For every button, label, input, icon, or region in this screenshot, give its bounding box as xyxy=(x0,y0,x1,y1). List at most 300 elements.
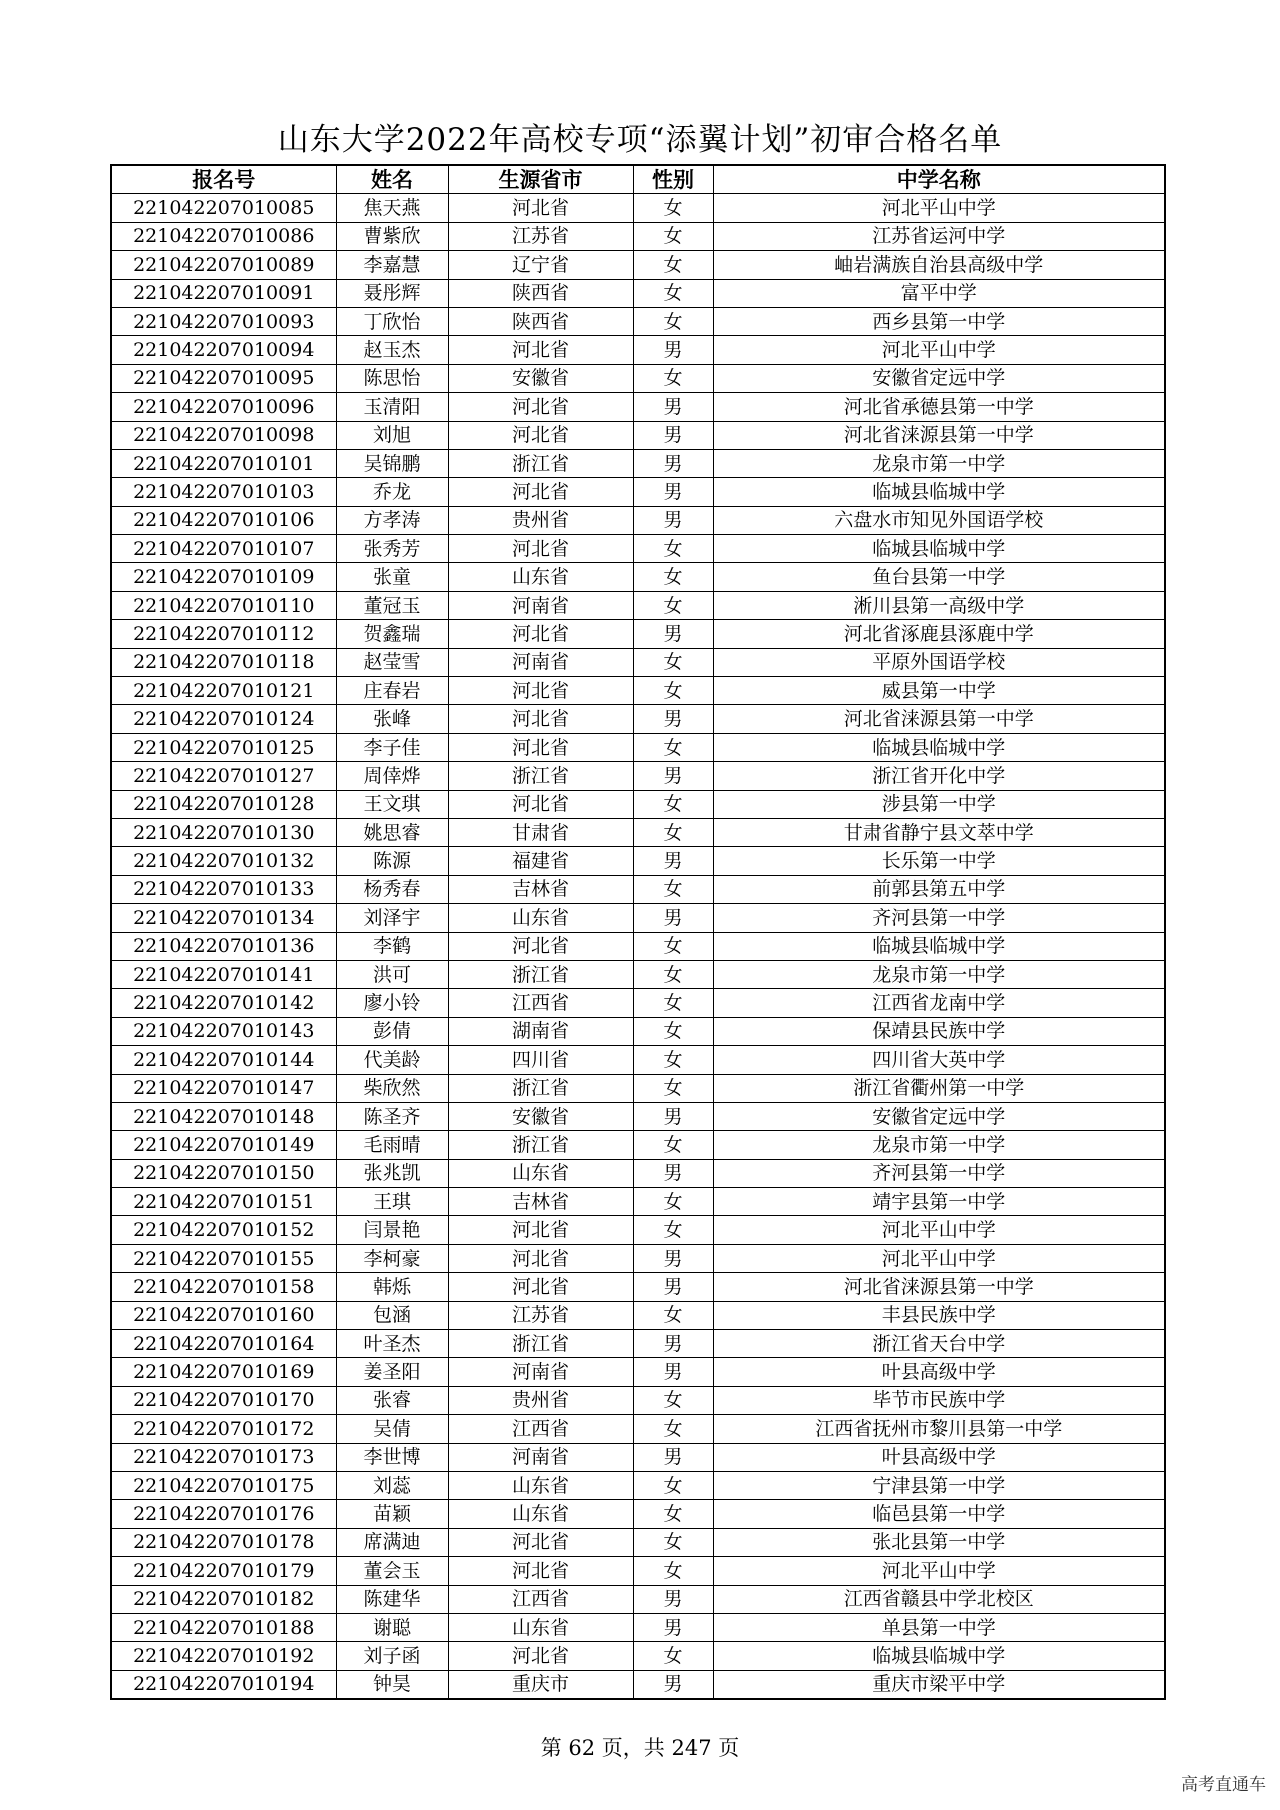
registration-no-cell: 221042207010121 xyxy=(111,677,336,705)
school-cell: 河北平山中学 xyxy=(713,1244,1165,1272)
province-cell: 河北省 xyxy=(448,1557,633,1585)
table-row xyxy=(111,1358,1165,1386)
school-cell: 临城县临城中学 xyxy=(713,478,1165,506)
province-cell: 贵州省 xyxy=(448,1386,633,1414)
name-cell: 李嘉慧 xyxy=(336,251,448,279)
gender-cell: 女 xyxy=(633,1557,713,1585)
province-cell: 浙江省 xyxy=(448,1074,633,1102)
registration-no-cell: 221042207010089 xyxy=(111,251,336,279)
province-cell: 河北省 xyxy=(448,421,633,449)
school-cell: 富平中学 xyxy=(713,279,1165,307)
province-cell: 江苏省 xyxy=(448,1301,633,1329)
name-cell: 杨秀春 xyxy=(336,875,448,903)
province-cell: 辽宁省 xyxy=(448,251,633,279)
name-cell: 柴欣然 xyxy=(336,1074,448,1102)
province-cell: 河北省 xyxy=(448,677,633,705)
gender-cell: 男 xyxy=(633,1330,713,1358)
school-cell: 重庆市梁平中学 xyxy=(713,1670,1165,1699)
registration-no-cell: 221042207010194 xyxy=(111,1670,336,1699)
school-cell: 靖宇县第一中学 xyxy=(713,1188,1165,1216)
name-cell: 李世博 xyxy=(336,1443,448,1471)
province-cell: 四川省 xyxy=(448,1046,633,1074)
registration-no-cell: 221042207010175 xyxy=(111,1471,336,1499)
gender-cell: 女 xyxy=(633,1386,713,1414)
column-header-gender: 性别 xyxy=(633,165,713,194)
gender-cell: 女 xyxy=(633,932,713,960)
table-row xyxy=(111,563,1165,591)
table-row xyxy=(111,1131,1165,1159)
table-row xyxy=(111,1330,1165,1358)
registration-no-cell: 221042207010143 xyxy=(111,1017,336,1045)
gender-cell: 女 xyxy=(633,1188,713,1216)
table-row xyxy=(111,1017,1165,1045)
table-row xyxy=(111,1102,1165,1130)
table-row xyxy=(111,1244,1165,1272)
table-row xyxy=(111,449,1165,477)
province-cell: 山东省 xyxy=(448,904,633,932)
province-cell: 江西省 xyxy=(448,1415,633,1443)
table-row xyxy=(111,307,1165,335)
registration-no-cell: 221042207010133 xyxy=(111,875,336,903)
gender-cell: 男 xyxy=(633,478,713,506)
table-row xyxy=(111,1074,1165,1102)
name-cell: 包涵 xyxy=(336,1301,448,1329)
province-cell: 河北省 xyxy=(448,1528,633,1556)
table-row xyxy=(111,1500,1165,1528)
school-cell: 临城县临城中学 xyxy=(713,535,1165,563)
gender-cell: 女 xyxy=(633,989,713,1017)
gender-cell: 男 xyxy=(633,1443,713,1471)
gender-cell: 男 xyxy=(633,506,713,534)
registration-no-cell: 221042207010170 xyxy=(111,1386,336,1414)
province-cell: 吉林省 xyxy=(448,1188,633,1216)
province-cell: 河北省 xyxy=(448,932,633,960)
document-title: 山东大学2022年高校专项“添翼计划”初审合格名单 xyxy=(277,122,1003,158)
gender-cell: 女 xyxy=(633,1415,713,1443)
name-cell: 苗颖 xyxy=(336,1500,448,1528)
name-cell: 方孝涛 xyxy=(336,506,448,534)
name-cell: 李鹤 xyxy=(336,932,448,960)
registration-no-cell: 221042207010109 xyxy=(111,563,336,591)
school-cell: 河北省涞源县第一中学 xyxy=(713,1273,1165,1301)
gender-cell: 男 xyxy=(633,336,713,364)
gender-cell: 女 xyxy=(633,1216,713,1244)
registration-no-cell: 221042207010148 xyxy=(111,1102,336,1130)
page-number: 第 62 页，共 247 页 xyxy=(540,1736,740,1760)
province-cell: 河北省 xyxy=(448,393,633,421)
name-cell: 吴倩 xyxy=(336,1415,448,1443)
gender-cell: 女 xyxy=(633,563,713,591)
name-cell: 廖小铃 xyxy=(336,989,448,1017)
name-cell: 钟昊 xyxy=(336,1670,448,1699)
gender-cell: 男 xyxy=(633,620,713,648)
province-cell: 江苏省 xyxy=(448,222,633,250)
table-row xyxy=(111,1301,1165,1329)
school-cell: 长乐第一中学 xyxy=(713,847,1165,875)
gender-cell: 男 xyxy=(633,1670,713,1699)
column-header-province: 生源省市 xyxy=(448,165,633,194)
name-cell: 张秀芳 xyxy=(336,535,448,563)
name-cell: 刘泽宇 xyxy=(336,904,448,932)
province-cell: 河北省 xyxy=(448,336,633,364)
gender-cell: 男 xyxy=(633,1159,713,1187)
registration-no-cell: 221042207010098 xyxy=(111,421,336,449)
school-cell: 齐河县第一中学 xyxy=(713,1159,1165,1187)
province-cell: 重庆市 xyxy=(448,1670,633,1699)
school-cell: 浙江省衢州第一中学 xyxy=(713,1074,1165,1102)
school-cell: 甘肃省静宁县文萃中学 xyxy=(713,818,1165,846)
gender-cell: 男 xyxy=(633,904,713,932)
table-row xyxy=(111,364,1165,392)
province-cell: 河北省 xyxy=(448,620,633,648)
table-row xyxy=(111,989,1165,1017)
registration-no-cell: 221042207010094 xyxy=(111,336,336,364)
table-row xyxy=(111,818,1165,846)
province-cell: 河北省 xyxy=(448,1216,633,1244)
registration-no-cell: 221042207010101 xyxy=(111,449,336,477)
school-cell: 安徽省定远中学 xyxy=(713,1102,1165,1130)
table-row xyxy=(111,478,1165,506)
school-cell: 鱼台县第一中学 xyxy=(713,563,1165,591)
table-row xyxy=(111,960,1165,988)
table-row xyxy=(111,705,1165,733)
school-cell: 浙江省天台中学 xyxy=(713,1330,1165,1358)
province-cell: 浙江省 xyxy=(448,449,633,477)
school-cell: 龙泉市第一中学 xyxy=(713,1131,1165,1159)
school-cell: 叶县高级中学 xyxy=(713,1358,1165,1386)
school-cell: 平原外国语学校 xyxy=(713,648,1165,676)
school-cell: 淅川县第一高级中学 xyxy=(713,591,1165,619)
registration-no-cell: 221042207010160 xyxy=(111,1301,336,1329)
school-cell: 河北省涞源县第一中学 xyxy=(713,705,1165,733)
registration-no-cell: 221042207010144 xyxy=(111,1046,336,1074)
school-cell: 威县第一中学 xyxy=(713,677,1165,705)
province-cell: 河南省 xyxy=(448,1358,633,1386)
province-cell: 山东省 xyxy=(448,1471,633,1499)
table-row xyxy=(111,194,1165,222)
registration-no-cell: 221042207010136 xyxy=(111,932,336,960)
column-header-school: 中学名称 xyxy=(713,165,1165,194)
province-cell: 河南省 xyxy=(448,1443,633,1471)
table-row xyxy=(111,506,1165,534)
name-cell: 刘蕊 xyxy=(336,1471,448,1499)
table-row xyxy=(111,591,1165,619)
gender-cell: 女 xyxy=(633,364,713,392)
table-row xyxy=(111,1273,1165,1301)
name-cell: 谢聪 xyxy=(336,1613,448,1641)
registration-no-cell: 221042207010149 xyxy=(111,1131,336,1159)
registration-no-cell: 221042207010169 xyxy=(111,1358,336,1386)
registration-no-cell: 221042207010132 xyxy=(111,847,336,875)
school-cell: 河北平山中学 xyxy=(713,1216,1165,1244)
table-body xyxy=(111,194,1165,1699)
registration-no-cell: 221042207010091 xyxy=(111,279,336,307)
table-row xyxy=(111,1642,1165,1670)
table-row xyxy=(111,279,1165,307)
gender-cell: 女 xyxy=(633,733,713,761)
school-cell: 龙泉市第一中学 xyxy=(713,960,1165,988)
school-cell: 叶县高级中学 xyxy=(713,1443,1165,1471)
registration-no-cell: 221042207010095 xyxy=(111,364,336,392)
school-cell: 丰县民族中学 xyxy=(713,1301,1165,1329)
province-cell: 山东省 xyxy=(448,1613,633,1641)
province-cell: 河北省 xyxy=(448,1244,633,1272)
province-cell: 浙江省 xyxy=(448,1330,633,1358)
gender-cell: 男 xyxy=(633,1102,713,1130)
registration-no-cell: 221042207010158 xyxy=(111,1273,336,1301)
name-cell: 韩烁 xyxy=(336,1273,448,1301)
name-cell: 陈建华 xyxy=(336,1585,448,1613)
gender-cell: 女 xyxy=(633,960,713,988)
name-cell: 王琪 xyxy=(336,1188,448,1216)
table-row xyxy=(111,393,1165,421)
school-cell: 毕节市民族中学 xyxy=(713,1386,1165,1414)
registration-no-cell: 221042207010124 xyxy=(111,705,336,733)
province-cell: 贵州省 xyxy=(448,506,633,534)
name-cell: 洪可 xyxy=(336,960,448,988)
gender-cell: 女 xyxy=(633,307,713,335)
applicant-table xyxy=(110,164,1166,1700)
gender-cell: 男 xyxy=(633,421,713,449)
name-cell: 焦天燕 xyxy=(336,194,448,222)
province-cell: 河南省 xyxy=(448,648,633,676)
gender-cell: 女 xyxy=(633,648,713,676)
school-cell: 临邑县第一中学 xyxy=(713,1500,1165,1528)
registration-no-cell: 221042207010130 xyxy=(111,818,336,846)
school-cell: 龙泉市第一中学 xyxy=(713,449,1165,477)
registration-no-cell: 221042207010112 xyxy=(111,620,336,648)
name-cell: 董会玉 xyxy=(336,1557,448,1585)
name-cell: 曹紫欣 xyxy=(336,222,448,250)
province-cell: 河南省 xyxy=(448,591,633,619)
registration-no-cell: 221042207010173 xyxy=(111,1443,336,1471)
gender-cell: 女 xyxy=(633,677,713,705)
name-cell: 王文琪 xyxy=(336,790,448,818)
registration-no-cell: 221042207010182 xyxy=(111,1585,336,1613)
name-cell: 闫景艳 xyxy=(336,1216,448,1244)
province-cell: 河北省 xyxy=(448,790,633,818)
gender-cell: 女 xyxy=(633,279,713,307)
school-cell: 江西省抚州市黎川县第一中学 xyxy=(713,1415,1165,1443)
name-cell: 张兆凯 xyxy=(336,1159,448,1187)
registration-no-cell: 221042207010103 xyxy=(111,478,336,506)
registration-no-cell: 221042207010096 xyxy=(111,393,336,421)
gender-cell: 女 xyxy=(633,535,713,563)
table-row xyxy=(111,336,1165,364)
table-row xyxy=(111,762,1165,790)
province-cell: 江西省 xyxy=(448,1585,633,1613)
registration-no-cell: 221042207010118 xyxy=(111,648,336,676)
registration-no-cell: 221042207010150 xyxy=(111,1159,336,1187)
province-cell: 河北省 xyxy=(448,478,633,506)
school-cell: 涉县第一中学 xyxy=(713,790,1165,818)
table-row xyxy=(111,1386,1165,1414)
name-cell: 张童 xyxy=(336,563,448,591)
province-cell: 陕西省 xyxy=(448,279,633,307)
school-cell: 河北平山中学 xyxy=(713,194,1165,222)
school-cell: 临城县临城中学 xyxy=(713,1642,1165,1670)
registration-no-cell: 221042207010134 xyxy=(111,904,336,932)
gender-cell: 女 xyxy=(633,1471,713,1499)
table-row xyxy=(111,421,1165,449)
name-cell: 玉清阳 xyxy=(336,393,448,421)
name-cell: 庄春岩 xyxy=(336,677,448,705)
name-cell: 贺鑫瑞 xyxy=(336,620,448,648)
province-cell: 山东省 xyxy=(448,563,633,591)
name-cell: 李柯豪 xyxy=(336,1244,448,1272)
school-cell: 河北平山中学 xyxy=(713,1557,1165,1585)
gender-cell: 男 xyxy=(633,847,713,875)
gender-cell: 男 xyxy=(633,449,713,477)
school-cell: 河北省承德县第一中学 xyxy=(713,393,1165,421)
table-row xyxy=(111,251,1165,279)
table-row xyxy=(111,904,1165,932)
table-row xyxy=(111,790,1165,818)
province-cell: 安徽省 xyxy=(448,1102,633,1130)
gender-cell: 男 xyxy=(633,1358,713,1386)
name-cell: 吴锦鹏 xyxy=(336,449,448,477)
school-cell: 西乡县第一中学 xyxy=(713,307,1165,335)
column-header-registration-no: 报名号 xyxy=(111,165,336,194)
table-row xyxy=(111,1613,1165,1641)
name-cell: 刘子函 xyxy=(336,1642,448,1670)
table-row xyxy=(111,1528,1165,1556)
name-cell: 周倖烨 xyxy=(336,762,448,790)
table-row xyxy=(111,535,1165,563)
province-cell: 安徽省 xyxy=(448,364,633,392)
province-cell: 浙江省 xyxy=(448,960,633,988)
province-cell: 河北省 xyxy=(448,535,633,563)
gender-cell: 女 xyxy=(633,1500,713,1528)
gender-cell: 女 xyxy=(633,1301,713,1329)
gender-cell: 女 xyxy=(633,818,713,846)
school-cell: 前郭县第五中学 xyxy=(713,875,1165,903)
province-cell: 甘肃省 xyxy=(448,818,633,846)
school-cell: 单县第一中学 xyxy=(713,1613,1165,1641)
school-cell: 江苏省运河中学 xyxy=(713,222,1165,250)
province-cell: 河北省 xyxy=(448,194,633,222)
registration-no-cell: 221042207010086 xyxy=(111,222,336,250)
province-cell: 河北省 xyxy=(448,1273,633,1301)
province-cell: 河北省 xyxy=(448,705,633,733)
name-cell: 赵玉杰 xyxy=(336,336,448,364)
gender-cell: 男 xyxy=(633,1273,713,1301)
school-cell: 临城县临城中学 xyxy=(713,733,1165,761)
name-cell: 代美龄 xyxy=(336,1046,448,1074)
school-cell: 河北省涿鹿县涿鹿中学 xyxy=(713,620,1165,648)
school-cell: 六盘水市知见外国语学校 xyxy=(713,506,1165,534)
gender-cell: 女 xyxy=(633,222,713,250)
gender-cell: 女 xyxy=(633,1642,713,1670)
column-header-name: 姓名 xyxy=(336,165,448,194)
table-row xyxy=(111,222,1165,250)
name-cell: 席满迪 xyxy=(336,1528,448,1556)
table-row xyxy=(111,1443,1165,1471)
province-cell: 河北省 xyxy=(448,733,633,761)
table-row xyxy=(111,648,1165,676)
school-cell: 张北县第一中学 xyxy=(713,1528,1165,1556)
table-row xyxy=(111,847,1165,875)
table-row xyxy=(111,1585,1165,1613)
registration-no-cell: 221042207010178 xyxy=(111,1528,336,1556)
province-cell: 浙江省 xyxy=(448,1131,633,1159)
table-row xyxy=(111,677,1165,705)
table-row xyxy=(111,733,1165,761)
registration-no-cell: 221042207010172 xyxy=(111,1415,336,1443)
name-cell: 聂彤辉 xyxy=(336,279,448,307)
province-cell: 湖南省 xyxy=(448,1017,633,1045)
table-row xyxy=(111,1415,1165,1443)
gender-cell: 女 xyxy=(633,194,713,222)
name-cell: 姜圣阳 xyxy=(336,1358,448,1386)
registration-no-cell: 221042207010188 xyxy=(111,1613,336,1641)
registration-no-cell: 221042207010179 xyxy=(111,1557,336,1585)
registration-no-cell: 221042207010192 xyxy=(111,1642,336,1670)
table-row xyxy=(111,1159,1165,1187)
province-cell: 福建省 xyxy=(448,847,633,875)
registration-no-cell: 221042207010125 xyxy=(111,733,336,761)
table-row xyxy=(111,620,1165,648)
school-cell: 宁津县第一中学 xyxy=(713,1471,1165,1499)
name-cell: 陈源 xyxy=(336,847,448,875)
gender-cell: 男 xyxy=(633,1244,713,1272)
table-row xyxy=(111,1188,1165,1216)
school-cell: 河北平山中学 xyxy=(713,336,1165,364)
province-cell: 山东省 xyxy=(448,1500,633,1528)
school-cell: 安徽省定远中学 xyxy=(713,364,1165,392)
school-cell: 江西省赣县中学北校区 xyxy=(713,1585,1165,1613)
name-cell: 叶圣杰 xyxy=(336,1330,448,1358)
table-row xyxy=(111,1557,1165,1585)
gender-cell: 男 xyxy=(633,705,713,733)
registration-no-cell: 221042207010155 xyxy=(111,1244,336,1272)
name-cell: 姚思睿 xyxy=(336,818,448,846)
gender-cell: 男 xyxy=(633,393,713,421)
registration-no-cell: 221042207010085 xyxy=(111,194,336,222)
school-cell: 临城县临城中学 xyxy=(713,932,1165,960)
school-cell: 保靖县民族中学 xyxy=(713,1017,1165,1045)
gender-cell: 女 xyxy=(633,1528,713,1556)
name-cell: 张峰 xyxy=(336,705,448,733)
registration-no-cell: 221042207010147 xyxy=(111,1074,336,1102)
registration-no-cell: 221042207010107 xyxy=(111,535,336,563)
school-cell: 河北省涞源县第一中学 xyxy=(713,421,1165,449)
province-cell: 吉林省 xyxy=(448,875,633,903)
registration-no-cell: 221042207010110 xyxy=(111,591,336,619)
gender-cell: 女 xyxy=(633,1074,713,1102)
name-cell: 刘旭 xyxy=(336,421,448,449)
name-cell: 李子佳 xyxy=(336,733,448,761)
registration-no-cell: 221042207010176 xyxy=(111,1500,336,1528)
province-cell: 江西省 xyxy=(448,989,633,1017)
registration-no-cell: 221042207010141 xyxy=(111,960,336,988)
school-cell: 岫岩满族自治县高级中学 xyxy=(713,251,1165,279)
school-cell: 齐河县第一中学 xyxy=(713,904,1165,932)
gender-cell: 男 xyxy=(633,1585,713,1613)
table-row xyxy=(111,932,1165,960)
province-cell: 浙江省 xyxy=(448,762,633,790)
table-row xyxy=(111,1670,1165,1699)
gender-cell: 男 xyxy=(633,1613,713,1641)
registration-no-cell: 221042207010127 xyxy=(111,762,336,790)
table-header-row xyxy=(111,165,1165,194)
gender-cell: 男 xyxy=(633,762,713,790)
name-cell: 毛雨晴 xyxy=(336,1131,448,1159)
name-cell: 乔龙 xyxy=(336,478,448,506)
gender-cell: 女 xyxy=(633,1046,713,1074)
table-row xyxy=(111,875,1165,903)
name-cell: 张睿 xyxy=(336,1386,448,1414)
